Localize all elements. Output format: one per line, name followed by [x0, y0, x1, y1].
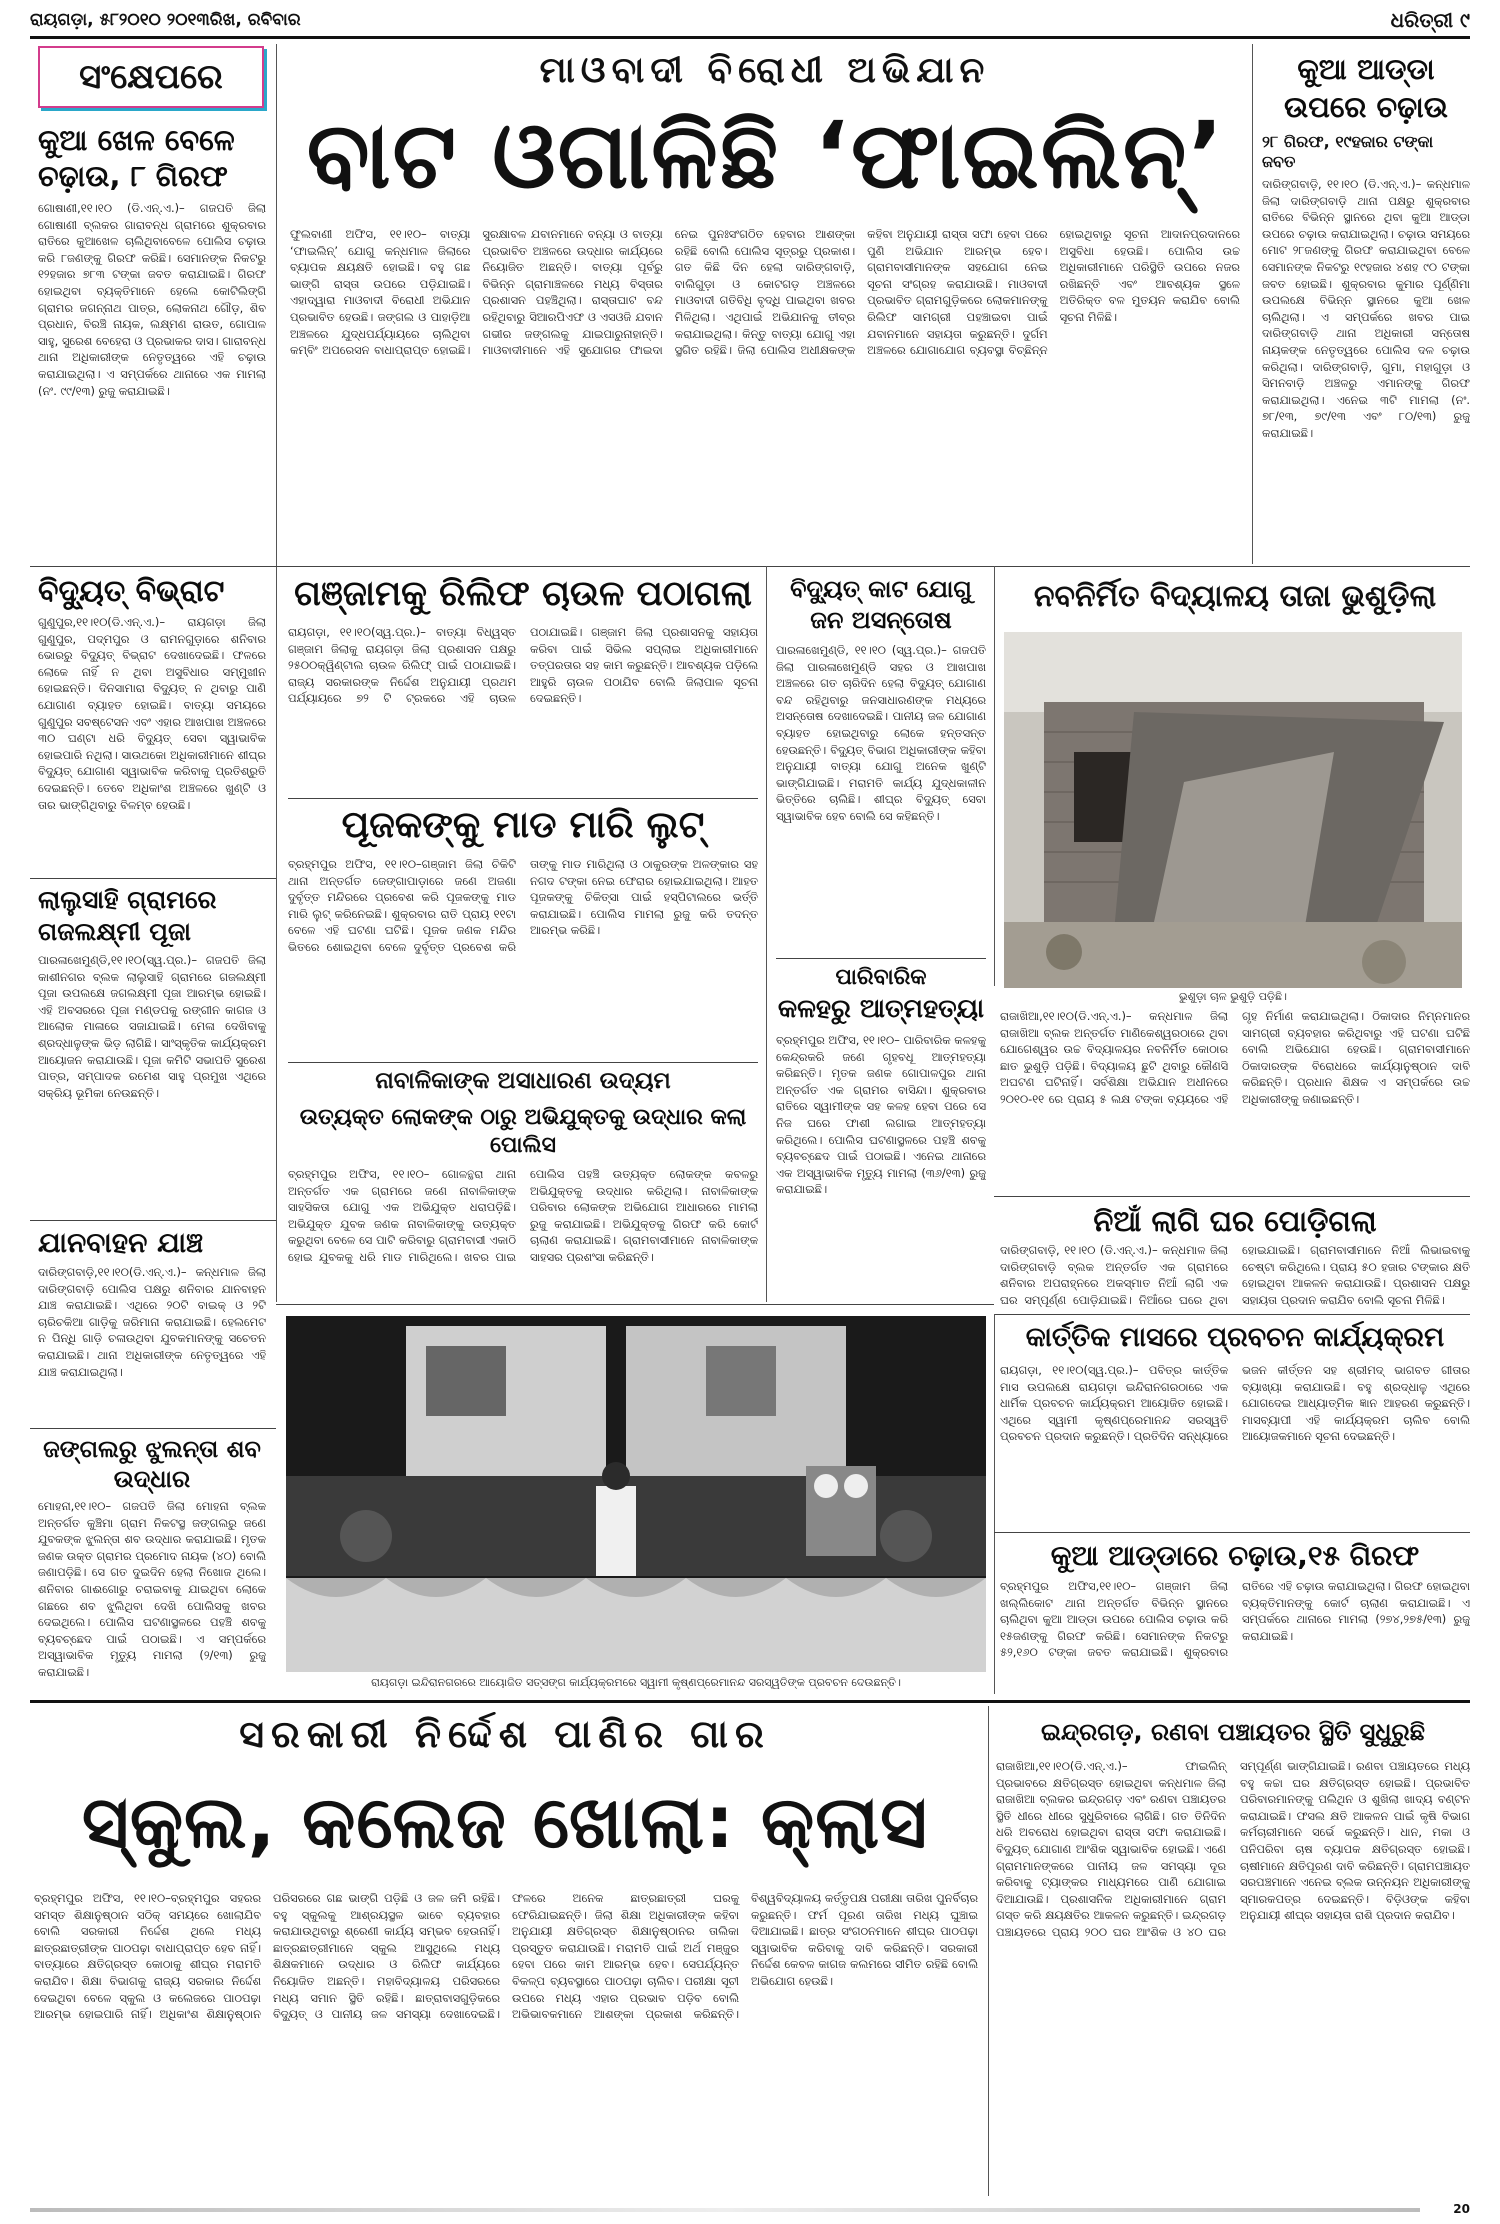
story-body: ବ୍ରହ୍ମପୁର ଅଫିସ, ୧୧।୧୦–ଗଞ୍ଜାମ ଜିଲା ଚିକିଟି ଥାନା ଅନ୍ତର୍ଗତ ଜେଙ୍ଗାପାଡ଼ାରେ ଜଣେ ଅଜଣା ଦୁର୍ବୃତ୍ତ ମନ୍ଦିରରେ ପ୍ରବେଶ କରି ପୂଜକଙ୍କୁ ମାଡ ମାରି ଲୁଟ୍ କରିନେଇଛି। ଶୁକ୍ରବାର ରାତି ପ୍ରାୟ ୧୧ଟା ବେଳେ ଏହି ଘଟଣା ଘଟିଛି। ପୂଜକ ଜଣକ ମନ୍ଦିର ଭିତରେ ଶୋଇଥିବା ବେଳେ ଦୁର୍ବୃତ୍ତ ପ୍ରବେଶ କରି ତାଙ୍କୁ ମାଡ ମାରିଥିଲା ଓ ଠାକୁରଙ୍କ ଅଳଙ୍କାର ସହ ନଗଦ ଟଙ୍କା ନେଇ ଫେରାର ହୋଇଯାଇଥିଲା। ଆହତ ପୂଜକଙ୍କୁ ଚିକିତ୍ସା ପାଇଁ ହସ୍ପିଟାଲରେ ଭର୍ତ୍ତି କରାଯାଇଛି। ପୋଲିସ ମାମଲା ରୁଜୁ କରି ତଦନ୍ତ ଆରମ୍ଭ କରିଛି।: [288, 857, 758, 954]
story-headline: ଉତ୍ୟକ୍ତ ଲୋକଙ୍କ ଠାରୁ ଅଭିଯୁକ୍ତକୁ ଉଦ୍ଧାର କଲା ପୋଲିସ: [299, 1105, 747, 1158]
story-headline: ଗଞ୍ଜାମକୁ ରିଲିଫ ଚାଉଳ ପଠାଗଲା: [294, 574, 752, 614]
brief-title: ଲାଲୁସାହି ଗ୍ରାମରେ ଗଜଲକ୍ଷ୍ମୀ ପୂଜା: [38, 885, 217, 946]
brief-title: ଜଙ୍ଗଲରୁ ଝୁଲନ୍ତା ଶବ ଉଦ୍ଧାର: [43, 1435, 261, 1493]
brief-card-body-found: [38, 1434, 266, 1696]
story-headline: ପୂଜକଙ୍କୁ ମାଡ ମାରି ଲୁଟ୍: [341, 803, 705, 846]
brief-title: ଯାନବାହନ ଯାଞ୍ଚ: [38, 1226, 204, 1259]
section-label: ସଂକ୍ଷେପରେ: [79, 57, 223, 97]
story-girl-kicker: ନାବାଳିକାଙ୍କ ଅସାଧାରଣ ଉଦ୍ୟମ: [375, 1068, 671, 1094]
story-body: ପାରଳାଖେମୁଣ୍ଡି, ୧୧।୧୦ (ସ୍ୱ.ପ୍ର.)– ଗଜପତି ଜିଲା ପାରଳାଖେମୁଣ୍ଡି ସହର ଓ ଆଖପାଖ ଅଞ୍ଚଳରେ ଗତ ଚାରିଦିନ ହେଲା ବିଦ୍ୟୁତ୍ ଯୋଗାଣ ବନ୍ଦ ରହିଥିବାରୁ ଜନସାଧାରଣଙ୍କ ମଧ୍ୟରେ ଅସନ୍ତୋଷ ଦେଖାଦେଇଛି। ପାନୀୟ ଜଳ ଯୋଗାଣ ବ୍ୟାହତ ହୋଇଥିବାରୁ ଲୋକେ ହନ୍ତସନ୍ତ ହେଉଛନ୍ତି। ବିଦ୍ୟୁତ୍ ବିଭାଗ ଅଧିକାରୀଙ୍କ କହିବା ଅନୁଯାୟୀ ବାତ୍ୟା ଯୋଗୁ ଅନେକ ଖୁଣ୍ଟି ଭାଙ୍ଗିଯାଇଛି। ମରାମତି କାର୍ଯ୍ୟ ଯୁଦ୍ଧକାଳୀନ ଭିତ୍ତିରେ ଚାଲିଛି। ଶୀଘ୍ର ବିଦ୍ୟୁତ୍ ସେବା ସ୍ୱାଭାବିକ ହେବ ବୋଲି ସେ କହିଛନ୍ତି।: [776, 643, 986, 823]
brief-title: କୁଆ ଆଡ୍ଡା ଉପରେ ଚଢ଼ାଉ: [1284, 52, 1448, 124]
masthead: [30, 8, 1470, 34]
story-sermon: [1000, 1320, 1470, 1528]
story-headline: ବିଦ୍ୟୁତ୍ କାଟ ଯୋଗୁ ଜନ ଅସନ୍ତୋଷ: [790, 575, 972, 634]
story-relief: [288, 572, 758, 794]
footer-bar: [30, 2202, 1470, 2218]
brief-body: ଦାରିଙ୍ଗବାଡ଼ି, ୧୧।୧୦ (ଡି.ଏନ୍.ଏ.)– କନ୍ଧମାଳ ଜିଲା ଦାରିଙ୍ଗବାଡ଼ି ଥାନା ପକ୍ଷରୁ ଶୁକ୍ରବାର ରାତିରେ ବିଭିନ୍ନ ସ୍ଥାନରେ ଥିବା କୁଆ ଆଡ୍ଡା ଉପରେ ଚଢ଼ାଉ କରାଯାଇଥିଲା। ଚଢ଼ାଉ ସମୟରେ ମୋଟ ୨୮ଜଣଙ୍କୁ ଗିରଫ କରାଯାଇଥିବା ବେଳେ ସେମାନଙ୍କ ନିକଟରୁ ୧୯ହଜାର ୪ଶହ ୯୦ ଟଙ୍କା ଜବତ ହୋଇଛି। ଶୁକ୍ରବାର କୁମାର ପୂର୍ଣ୍ଣିମା ଉପଲକ୍ଷେ ବିଭିନ୍ନ ସ୍ଥାନରେ କୁଆ ଖେଳ ଚାଲିଥିଲା। ଏ ସମ୍ପର୍କରେ ଖବର ପାଇ ଦାରିଙ୍ଗବାଡ଼ି ଥାନା ଅଧିକାରୀ ସନ୍ତୋଷ ନାୟକଙ୍କ ନେତୃତ୍ୱରେ ପୋଲିସ ଦଳ ଚଢ଼ାଉ କରିଥିଲା। ଦାରିଙ୍ଗବାଡ଼ି, ଗୁମା, ମହାଗୁଡ଼ା ଓ ସିମନବାଡ଼ି ଅଞ୍ଚଳରୁ ଏମାନଙ୍କୁ ଗିରଫ କରାଯାଇଥିଲା। ଏନେଇ ୩ଟି ମାମଲା (ନଂ. ୭୮/୧୩, ୭୯/୧୩ ଏବଂ ୮୦/୧୩) ରୁଜୁ କରାଯାଇଛି।: [1262, 177, 1470, 440]
brief-body: ପାରଳାଖେମୁଣ୍ଡି,୧୧।୧୦(ସ୍ୱ.ପ୍ର.)– ଗଜପତି ଜିଲା କାଶୀନଗର ବ୍ଲକ ଲାଲୁସାହି ଗ୍ରାମରେ ଗଜଲକ୍ଷ୍ମୀ ପୂଜା ଉପଲକ୍ଷେ ଜଗଲକ୍ଷ୍ମୀ ପୂଜା ଆରମ୍ଭ ହୋଇଛି। ଏହି ଅବସରରେ ପୂଜା ମଣ୍ଡପକୁ ରଙ୍ଗୀନ କାଗଜ ଓ ଆଲୋକ ମାଳାରେ ସଜାଯାଇଛି। ମେଳା ଦେଖିବାକୁ ଶ୍ରଦ୍ଧାଳୁଙ୍କ ଭିଡ଼ ଲାଗିଛି। ସାଂସ୍କୃତିକ କାର୍ଯ୍ୟକ୍ରମ ଆୟୋଜନ କରାଯାଉଛି। ପୂଜା କମିଟି ସଭାପତି ସୁରେଶ ପାତ୍ର, ସମ୍ପାଦକ ରମେଶ ସାହୁ ପ୍ରମୁଖ ଏଥିରେ ସକ୍ରିୟ ଭୂମିକା ନେଉଛନ୍ତି।: [38, 953, 266, 1100]
story-body: ବ୍ରହ୍ମପୁର ଅଫିସ, ୧୧।୧୦– ଗୋଳନ୍ଥରା ଥାନା ଅନ୍ତର୍ଗତ ଏକ ଗ୍ରାମରେ ଜଣେ ନାବାଳିକାଙ୍କ ସାହସିକତା ଯୋଗୁ ଏକ ଅଭିଯୁକ୍ତ ଧରାପଡ଼ିଛି। ଅଭିଯୁକ୍ତ ଯୁବକ ଜଣକ ନାବାଳିକାଙ୍କୁ ଉତ୍ୟକ୍ତ କରୁଥିବା ବେଳେ ସେ ପାଟି କରିବାରୁ ଗ୍ରାମବାସୀ ଏକାଠି ହୋଇ ଯୁବକକୁ ଧରି ମାଡ ମାରିଥିଲେ। ଖବର ପାଇ ପୋଲିସ ପହଞ୍ଚି ଉତ୍ୟକ୍ତ ଲୋକଙ୍କ କବଳରୁ ଅଭିଯୁକ୍ତକୁ ଉଦ୍ଧାର କରିଥିଲା। ନାବାଳିକାଙ୍କ ପରିବାର ଲୋକଙ୍କ ଅଭିଯୋଗ ଆଧାରରେ ମାମଲା ରୁଜୁ କରାଯାଇଛି। ଅଭିଯୁକ୍ତକୁ ଗିରଫ କରି କୋର୍ଟ ଚାଲାଣ କରାଯାଇଛି। ଗ୍ରାମବାସୀମାନେ ନାବାଳିକାଙ୍କ ସାହସର ପ୍ରଶଂସା କରିଛନ୍ତି।: [288, 1167, 758, 1264]
story-body: ବ୍ରହ୍ମପୁର ଅଫିସ,୧୧।୧୦– ଗଞ୍ଜାମ ଜିଲା ଖଲ୍ଲିକୋଟ ଥାନା ଅନ୍ତର୍ଗତ ବିଭିନ୍ନ ସ୍ଥାନରେ ଚାଲିଥିବା କୁଆ ଆଡ୍ଡା ଉପରେ ପୋଲିସ ଚଢ଼ାଉ କରି ୧୫ଜଣଙ୍କୁ ଗିରଫ କରିଛି। ସେମାନଙ୍କ ନିକଟରୁ ୫୨,୧୬୦ ଟଙ୍କା ଜବତ କରାଯାଇଛି। ଶୁକ୍ରବାର ରାତିରେ ଏହି ଚଢ଼ାଉ କରାଯାଇଥିଲା। ଗିରଫ ହୋଇଥିବା ବ୍ୟକ୍ତିମାନଙ୍କୁ କୋର୍ଟ ଚାଲାଣ କରାଯାଇଛି। ଏ ସମ୍ପର୍କରେ ଥାନାରେ ମାମଲା (୨୭୪,୨୭୫/୧୩) ରୁଜୁ କରାଯାଇଛି।: [1000, 1579, 1470, 1660]
brief-body: ଗୁଣୁପୁର,୧୧।୧୦(ଡି.ଏନ୍.ଏ.)– ରାୟଗଡ଼ା ଜିଲା ଗୁଣୁପୁର, ପଦ୍ମପୁର ଓ ରାମନଗୁଡ଼ାରେ ଶନିବାର ଭୋରରୁ ବିଦ୍ୟୁତ୍ ବିଭ୍ରାଟ ଦେଖାଦେଇଛି। ଫଳରେ ଲୋକେ ନାହିଁ ନ ଥିବା ଅସୁବିଧାର ସମ୍ମୁଖୀନ ହୋଇଛନ୍ତି। ଦିନସାମାରା ବିଦ୍ୟୁତ୍ ନ ଥିବାରୁ ପାଣି ଯୋଗାଣ ବ୍ୟାହତ ହୋଇଛି। ବାତ୍ୟା ସମୟରେ ଗୁଣୁପୁର ସବଷ୍ଟେସନ ଏବଂ ଏହାର ଆଖପାଖ ଅଞ୍ଚଳରେ ୩୦ ଘଣ୍ଟା ଧରି ବିଦ୍ୟୁତ୍ ସେବା ସ୍ୱାଭାବିକ ହୋଇପାରି ନଥିଲା। ସାଉଥକୋ ଅଧିକାରୀମାନେ ଶୀଘ୍ର ବିଦ୍ୟୁତ୍ ଯୋଗାଣ ସ୍ୱାଭାବିକ କରିବାକୁ ପ୍ରତିଶ୍ରୁତି ଦେଇଛନ୍ତି। ତେବେ ଅଧିକାଂଶ ଅଞ୍ଚଳରେ ଖୁଣ୍ଟି ଓ ତାର ଭାଙ୍ଗିଥିବାରୁ ବିଳମ୍ବ ହେଉଛି।: [38, 615, 266, 812]
bottom-story-body: ବ୍ରହ୍ମପୁର ଅଫିସ, ୧୧।୧୦–ବ୍ରହ୍ମପୁର ସହରର ସମସ୍ତ ଶିକ୍ଷାନୁଷ୍ଠାନ ସଠିକ୍ ସମୟରେ ଖୋଲାଯିବ ବୋଲି ସରକାରୀ ନିର୍ଦ୍ଦେଶ ଥିଲେ ମଧ୍ୟ ଛାତ୍ରଛାତ୍ରୀଙ୍କ ପାଠପଢ଼ା ବାଧାପ୍ରାପ୍ତ ହେବ ନାହିଁ। ବାତ୍ୟାରେ କ୍ଷତିଗ୍ରସ୍ତ କୋଠାକୁ ଶୀଘ୍ର ମରାମତି କରାଯିବ। ଶିକ୍ଷା ବିଭାଗକୁ ରାଜ୍ୟ ସରକାର ନିର୍ଦ୍ଦେଶ ଦେଇଥିବା ବେଳେ ସ୍କୁଲ ଓ କଲେଜରେ ପାଠପଢ଼ା ଆରମ୍ଭ ହୋଇପାରି ନାହିଁ। ଅଧିକାଂଶ ଶିକ୍ଷାନୁଷ୍ଠାନ ପରିସରରେ ଗଛ ଭାଙ୍ଗି ପଡ଼ିଛି ଓ ଜଳ ଜମି ରହିଛି। ବହୁ ସ୍କୁଲକୁ ଆଶ୍ରୟସ୍ଥଳ ଭାବେ ବ୍ୟବହାର କରାଯାଉଥିବାରୁ ଶ୍ରେଣୀ କାର୍ଯ୍ୟ ସମ୍ଭବ ହେଉନାହିଁ। ଛାତ୍ରଛାତ୍ରୀମାନେ ସ୍କୁଲ ଆସୁଥିଲେ ମଧ୍ୟ ଶିକ୍ଷକମାନେ ଉଦ୍ଧାର ଓ ରିଲିଫ କାର୍ଯ୍ୟରେ ନିୟୋଜିତ ଅଛନ୍ତି। ମହାବିଦ୍ୟାଳୟ ପରିସରରେ ମଧ୍ୟ ସମାନ ସ୍ଥିତି ରହିଛି। ଛାତ୍ରାବାସଗୁଡ଼ିକରେ ବିଦ୍ୟୁତ୍ ଓ ପାନୀୟ ଜଳ ସମସ୍ୟା ଦେଖାଦେଇଛି। ଫଳରେ ଅନେକ ଛାତ୍ରଛାତ୍ରୀ ଘରକୁ ଫେରିଯାଇଛନ୍ତି। ଜିଲା ଶିକ୍ଷା ଅଧିକାରୀଙ୍କ କହିବା ଅନୁଯାୟୀ କ୍ଷତିଗ୍ରସ୍ତ ଶିକ୍ଷାନୁଷ୍ଠାନର ତାଲିକା ପ୍ରସ୍ତୁତ କରାଯାଉଛି। ମରାମତି ପାଇଁ ଅର୍ଥ ମଞ୍ଜୁର ହେବା ପରେ କାମ ଆରମ୍ଭ ହେବ। ସେପର୍ଯ୍ୟନ୍ତ ବିକଳ୍ପ ବ୍ୟବସ୍ଥାରେ ପାଠପଢ଼ା ଚାଲିବ। ପରୀକ୍ଷା ସୂଚୀ ଉପରେ ମଧ୍ୟ ଏହାର ପ୍ରଭାବ ପଡ଼ିବ ବୋଲି ଅଭିଭାବକମାନେ ଆଶଙ୍କା ପ୍ରକାଶ କରିଛନ୍ତି। ବିଶ୍ୱବିଦ୍ୟାଳୟ କର୍ତ୍ତୃପକ୍ଷ ପରୀକ୍ଷା ତାରିଖ ପୁନର୍ବିଚାର କରୁଛନ୍ତି। ଫର୍ମ ପୂରଣ ତାରିଖ ମଧ୍ୟ ଘୁଞ୍ଚାଇ ଦିଆଯାଇଛି। ଛାତ୍ର ସଂଗଠନମାନେ ଶୀଘ୍ର ପାଠପଢ଼ା ସ୍ୱାଭାବିକ କରିବାକୁ ଦାବି କରିଛନ୍ତି। ସରକାରୀ ନିର୍ଦ୍ଦେଶ କେବଳ କାଗଜ କଲମରେ ସୀମିତ ରହିଛି ବୋଲି ଅଭିଯୋଗ ହେଉଛି।: [34, 1891, 978, 2022]
brief-body: ଦାରିଙ୍ଗବାଡ଼ି,୧୧।୧୦(ଡି.ଏନ୍.ଏ.)– କନ୍ଧମାଳ ଜିଲା ଦାରିଙ୍ଗବାଡ଼ି ପୋଲିସ ପକ୍ଷରୁ ଶନିବାର ଯାନବାହନ ଯାଞ୍ଚ କରାଯାଇଛି। ଏଥିରେ ୨୦ଟି ବାଇକ୍ ଓ ୨ଟି ଚାରିଚକିଆ ଗାଡ଼ିକୁ ଜରିମାନା କରାଯାଇଛି। ହେଲମେଟ ନ ପିନ୍ଧି ଗାଡ଼ି ଚଳାଉଥିବା ଯୁବକମାନଙ୍କୁ ସଚେତନ କରାଯାଇଛି। ଥାନା ଅଧିକାରୀଙ୍କ ନେତୃତ୍ୱରେ ଏହି ଯାଞ୍ଚ କରାଯାଇଥିଲା।: [38, 1265, 266, 1379]
brief-card-puja: [38, 884, 266, 1214]
story-body: ରାୟଗଡ଼ା, ୧୧।୧୦(ସ୍ୱ.ପ୍ର.)– ପବିତ୍ର କାର୍ତ୍ତିକ ମାସ ଉପଲକ୍ଷେ ରାୟଗଡ଼ା ଇନ୍ଦିରାନଗରଠାରେ ଏକ ଧାର୍ମିକ ପ୍ରବଚନ କାର୍ଯ୍ୟକ୍ରମ ଆୟୋଜିତ ହୋଇଛି। ଏଥିରେ ସ୍ୱାମୀ କୃଷ୍ଣପ୍ରେମାନନ୍ଦ ସରସ୍ୱତି ପ୍ରବଚନ ପ୍ରଦାନ କରୁଛନ୍ତି। ପ୍ରତିଦିନ ସନ୍ଧ୍ୟାରେ ଭଜନ କୀର୍ତ୍ତନ ସହ ଶ୍ରୀମଦ୍ ଭାଗବତ ଗୀତାର ବ୍ୟାଖ୍ୟା କରାଯାଉଛି। ବହୁ ଶ୍ରଦ୍ଧାଳୁ ଏଥିରେ ଯୋଗଦେଇ ଆଧ୍ୟାତ୍ମିକ ଜ୍ଞାନ ଆହରଣ କରୁଛନ୍ତି। ମାସବ୍ୟାପୀ ଏହି କାର୍ଯ୍ୟକ୍ରମ ଚାଲିବ ବୋଲି ଆୟୋଜକମାନେ ସୂଚନା ଦେଇଛନ୍ତି।: [1000, 1363, 1470, 1444]
story-headline: କୁଆ ଆଡ୍ଡାରେ ଚଢ଼ାଉ,୧୫ ଗିରଫ: [1050, 1539, 1420, 1572]
top-kicker: ମାଓବାଦୀ ବିରୋଧୀ ଅଭିଯାନ: [539, 50, 991, 91]
section-label-box: [38, 46, 264, 108]
brief-title: କୁଆ ଖେଳ ବେଳେ ଚଢ଼ାଉ, ୮ ଗିରଫ: [38, 123, 235, 193]
footer-page-mark: 20: [1453, 2202, 1470, 2216]
brief-card-power: [38, 574, 266, 874]
bottom-kicker: ସରକାରୀ ନିର୍ଦ୍ଦେଶ ପାଣିର ଗାର: [239, 1712, 771, 1756]
page-number: ୯: [1460, 8, 1470, 32]
story-body: ଦାରିଙ୍ଗବାଡ଼ି, ୧୧।୧୦ (ଡି.ଏନ୍.ଏ.)– କନ୍ଧମାଳ ଜିଲା ଦାରିଙ୍ଗବାଡ଼ି ବ୍ଲକ ଅନ୍ତର୍ଗତ ଏକ ଗ୍ରାମରେ ଶନିବାର ଅପରାହ୍ନରେ ଅକସ୍ମାତ ନିଆଁ ଲାଗି ଏକ ଘର ସମ୍ପୂର୍ଣ୍ଣ ପୋଡ଼ିଯାଇଛି। ନିଆଁରେ ଘରେ ଥିବା ହୋଇଯାଇଛି। ଗ୍ରାମବାସୀମାନେ ନିଆଁ ଲିଭାଇବାକୁ ଚେଷ୍ଟା କରିଥିଲେ। ପ୍ରାୟ ୫୦ ହଜାର ଟଙ୍କାର କ୍ଷତି ହୋଇଥିବା ଆକଳନ କରାଯାଉଛି। ପ୍ରଶାସନ ପକ୍ଷରୁ ସହାୟତା ପ୍ରଦାନ କରାଯିବ ବୋଲି ସୂଚନା ମିଳିଛି।: [1000, 1243, 1470, 1307]
story-kicker: ପାରିବାରିକ: [835, 965, 927, 990]
photo-caption: ଭୁଶୁଡ଼ା ଚାଳ ଭୁଶୁଡ଼ି ପଡ଼ିଛି।: [1179, 990, 1287, 1003]
brief-card-vehicle: [38, 1226, 266, 1422]
brief-body: ଗୋଷାଣୀ,୧୧।୧୦ (ଡି.ଏନ୍.ଏ.)– ଗଜପତି ଜିଲା ଗୋଷାଣୀ ବ୍ଲକର ଗାରାବନ୍ଧ ଗ୍ରାମରେ ଶୁକ୍ରବାର ରାତିରେ କୁଆଖେଳ ଚାଲିଥିବାବେଳେ ପୋଲିସ ଚଢ଼ାଉ କରି ୮ଜଣଙ୍କୁ ଗିରଫ କରିଛି। ସେମାନଙ୍କ ନିକଟରୁ ୧୨ହଜାର ୭୮୩ ଟଙ୍କା ଜବତ କରାଯାଇଛି। ଗିରଫ ହୋଇଥିବା ବ୍ୟକ୍ତିମାନେ ହେଲେ କୋଟିଲିଙ୍ଗି ଗ୍ରାମର ଜଗନ୍ନାଥ ପାତ୍ର, ଲୋକନାଥ ଗୌଡ଼, ଶିବ ପ୍ରଧାନ, ବିରଞ୍ଚି ନାୟକ, ଲକ୍ଷ୍ମଣ ରାଉତ, ଗୋପାଳ ସାହୁ, ସୁରେଶ ବେହେରା ଓ ପ୍ରଭାକର ଦାସ। ଗାରାବନ୍ଧ ଥାନା ଅଧିକାରୀଙ୍କ ନେତୃତ୍ୱରେ ଏହି ଚଢ଼ାଉ କରାଯାଇଥିଲା। ଏ ସମ୍ପର୍କରେ ଥାନାରେ ଏକ ମାମଲା (ନଂ. ୯୯/୧୩) ରୁଜୁ କରାଯାଇଛି।: [38, 201, 266, 398]
story-headline: କଳହରୁ ଆତ୍ମହତ୍ୟା: [777, 994, 985, 1024]
story-power: [776, 574, 986, 954]
story-body: ବ୍ରହ୍ମପୁର ଅଫିସ, ୧୧।୧୦– ପାରିବାରିକ କଳହକୁ କେନ୍ଦ୍ରକରି ଜଣେ ଗୃହବଧୂ ଆତ୍ମହତ୍ୟା କରିଛନ୍ତି। ମୃତକ ଜଣକ ଗୋପାଳପୁର ଥାନା ଅନ୍ତର୍ଗତ ଏକ ଗ୍ରାମର ବାସିନ୍ଦା। ଶୁକ୍ରବାର ରାତିରେ ସ୍ୱାମୀଙ୍କ ସହ କଳହ ହେବା ପରେ ସେ ନିଜ ଘରେ ଫାଶୀ ଲଗାଇ ଆତ୍ମହତ୍ୟା କରିଥିଲେ। ପୋଲିସ ଘଟଣାସ୍ଥଳରେ ପହଞ୍ଚି ଶବକୁ ବ୍ୟବଚ୍ଛେଦ ପାଇଁ ପଠାଇଛି। ଏନେଇ ଥାନାରେ ଏକ ଅସ୍ୱାଭାବିକ ମୃତ୍ୟୁ ମାମଲା (୩୬/୧୩) ରୁଜୁ କରାଯାଇଛି।: [776, 1033, 986, 1197]
brief-card-game: [38, 122, 266, 562]
dateline: ରାୟଗଡ଼ା, ୫୮୨୦୧୦ ୨୦୧୩ରିଖ, ରବିବାର: [30, 10, 301, 30]
story-school-body: ରାଜାଖିଆ,୧୧।୧୦(ଡି.ଏନ୍.ଏ.)– କନ୍ଧମାଳ ଜିଲା ରାଜାଖିଆ ବ୍ଲକ ଅନ୍ତର୍ଗତ ମାଣିକେଶ୍ୱରଠାରେ ଥିବା ଯୋଗେଶ୍ୱର ଉଚ୍ଚ ବିଦ୍ୟାଳୟର ନବନିର୍ମିତ କୋଠାର ଛାତ ଭୁଶୁଡ଼ି ପଡ଼ିଛି। ବିଦ୍ୟାଳୟ ଛୁଟି ଥିବାରୁ କୌଣସି ଅଘଟଣ ଘଟିନାହିଁ। ସର୍ବଶିକ୍ଷା ଅଭିଯାନ ଅଧୀନରେ ୨୦୧୦-୧୧ ରେ ପ୍ରାୟ ୫ ଲକ୍ଷ ଟଙ୍କା ବ୍ୟୟରେ ଏହି ଗୃହ ନିର୍ମାଣ କରାଯାଇଥିଲା। ଠିକାଦାର ନିମ୍ନମାନର ସାମଗ୍ରୀ ବ୍ୟବହାର କରିଥିବାରୁ ଏହି ଘଟଣା ଘଟିଛି ବୋଲି ଅଭିଯୋଗ ହେଉଛି। ଗ୍ରାମବାସୀମାନେ ଠିକାଦାରଙ୍କ ବିରୋଧରେ କାର୍ଯ୍ୟାନୁଷ୍ଠାନ ଦାବି କରିଛନ୍ତି। ପ୍ରଧାନ ଶିକ୍ଷକ ଏ ସମ୍ପର୍କରେ ଉଚ୍ଚ ଅଧିକାରୀଙ୍କୁ ଜଣାଇଛନ୍ତି।: [1000, 1009, 1470, 1106]
brief-subtitle: ୨୮ ଗିରଫ, ୧୯ହଜାର ଟଙ୍କା ଜବତ: [1262, 132, 1434, 171]
top-headline: ବାଟ ଓଗାଳିଛି ‘ଫାଇଲିନ୍’: [306, 102, 1226, 209]
story-girl: [288, 1104, 758, 1300]
story-headline: ନିଆଁ ଲାଗି ଘର ପୋଡ଼ିଗଲା: [1093, 1204, 1377, 1238]
story-raid2: [1000, 1538, 1470, 1694]
brief-card-raid: [1262, 50, 1470, 562]
story-headline: କାର୍ତ୍ତିକ ମାସରେ ପ୍ରବଚନ କାର୍ଯ୍ୟକ୍ରମ: [1025, 1322, 1445, 1353]
brief-body: ମୋହନା,୧୧।୧୦– ଗଜପତି ଜିଲା ମୋହନା ବ୍ଲକ ଅନ୍ତର୍ଗତ କୁଞ୍ଚିମା ଗ୍ରାମ ନିକଟସ୍ଥ ଜଙ୍ଗଲରୁ ଜଣେ ଯୁବକଙ୍କ ଝୁଲନ୍ତା ଶବ ଉଦ୍ଧାର କରାଯାଇଛି। ମୃତକ ଜଣକ ଉକ୍ତ ଗ୍ରାମର ପ୍ରମୋଦ ନାୟକ (୪୦) ବୋଲି ଜଣାପଡ଼ିଛି। ସେ ଗତ ଦୁଇଦିନ ହେଲା ନିଖୋଜ ଥିଲେ। ଶନିବାର ଗାଈଗୋରୁ ଚରାଇବାକୁ ଯାଇଥିବା ଲୋକେ ଗଛରେ ଶବ ଝୁଲିଥିବା ଦେଖି ପୋଲିସକୁ ଖବର ଦେଇଥିଲେ। ପୋଲିସ ଘଟଣାସ୍ଥଳରେ ପହଞ୍ଚି ଶବକୁ ବ୍ୟବଚ୍ଛେଦ ପାଇଁ ପଠାଇଛି। ଏ ସମ୍ପର୍କରେ ଅସ୍ୱାଭାବିକ ମୃତ୍ୟୁ ମାମଲା (୨/୧୩) ରୁଜୁ କରାଯାଇଛି।: [38, 1499, 266, 1679]
bottom-headline: ସ୍କୁଲ, କଲେଜ ଖୋଲା: କ୍ଲାସ: [81, 1780, 929, 1864]
event-photo-caption: ରାୟଗଡ଼ା ଇନ୍ଦିରାନଗରରେ ଆୟୋଜିତ ସତ୍ସଙ୍ଗ କାର୍ଯ୍ୟକ୍ରମରେ ସ୍ୱାମୀ କୃଷ୍ଣପ୍ରେମାନନ୍ଦ ସରସ୍ୱତିଙ୍କ ପ୍ରବଚନ ଦେଉଛନ୍ତି।: [371, 1676, 901, 1689]
story-priest: [288, 802, 758, 1058]
event-photo: [286, 1316, 986, 1672]
story-family: [776, 964, 986, 1300]
story-school-headline: ନବନିର୍ମିତ ବିଦ୍ୟାଳୟ ତାଜା ଭୁଶୁଡ଼ିଲା: [1033, 579, 1437, 614]
bottom-right-story: [996, 1712, 1470, 2196]
story-headline: ଇନ୍ଦ୍ରଗଡ଼, ରଣବା ପଞ୍ଚାୟତର ସ୍ଥିତି ସୁଧୁରୁଛି: [1041, 1718, 1425, 1746]
story-body: ରାୟଗଡ଼ା, ୧୧।୧୦(ସ୍ୱ.ପ୍ର.)– ବାତ୍ୟା ବିଧ୍ୱସ୍ତ ଗଞ୍ଜାମ ଜିଲାକୁ ରାୟଗଡ଼ା ଜିଲା ପ୍ରଶାସନ ପକ୍ଷରୁ ୨୫୦୦କ୍ୱିଣ୍ଟାଲ ଚାଉଳ ରିଲିଫ୍ ପାଇଁ ପଠାଯାଇଛି। ରାଜ୍ୟ ସରକାରଙ୍କ ନିର୍ଦ୍ଦେଶ ଅନୁଯାୟୀ ପ୍ରଥମ ପର୍ଯ୍ୟାୟରେ ୭୨ ଟି ଟ୍ରକରେ ଏହି ଚାଉଳ ପଠାଯାଇଛି। ଗଞ୍ଜାମ ଜିଲା ପ୍ରଶାସନକୁ ସହାୟତା କରିବା ପାଇଁ ସିଭିଲ ସପ୍ଲାଇ ଅଧିକାରୀମାନେ ତତ୍ପରତାର ସହ କାମ କରୁଛନ୍ତି। ଆବଶ୍ୟକ ପଡ଼ିଲେ ଆହୁରି ଚାଉଳ ପଠାଯିବ ବୋଲି ଜିଲାପାଳ ସୂଚନା ଦେଇଛନ୍ତି।: [288, 625, 758, 706]
story-fire: [1000, 1202, 1470, 1310]
school-photo: [1004, 632, 1462, 988]
brief-title: ବିଦ୍ୟୁତ୍ ବିଭ୍ରାଟ: [38, 574, 225, 609]
top-story-body: ଫୁଲବାଣୀ ଅଫିସ, ୧୧।୧୦– ବାତ୍ୟା ‘ଫାଇଲିନ୍’ ଯୋଗୁ କନ୍ଧମାଳ ଜିଲାରେ ବ୍ୟାପକ କ୍ଷୟକ୍ଷତି ହୋଇଛି। ବହୁ ଗଛ ଭାଙ୍ଗି ରାସ୍ତା ଉପରେ ପଡ଼ିଯାଇଛି। ଏହାଦ୍ୱାରା ମାଓବାଦୀ ବିରୋଧୀ ଅଭିଯାନ ପ୍ରଭାବିତ ହେଉଛି। ଜଙ୍ଗଲ ଓ ପାହାଡ଼ିଆ ଅଞ୍ଚଳରେ ଯୁଦ୍ଧପର୍ଯ୍ୟାୟରେ ଚାଲିଥିବା କମ୍ବିଂ ଅପରେସନ ବାଧାପ୍ରାପ୍ତ ହୋଇଛି। ସୁରକ୍ଷାବଳ ଯବାନମାନେ ବନ୍ୟା ଓ ବାତ୍ୟା ପ୍ରଭାବିତ ଅଞ୍ଚଳରେ ଉଦ୍ଧାର କାର୍ଯ୍ୟରେ ନିୟୋଜିତ ଅଛନ୍ତି। ବାତ୍ୟା ପୂର୍ବରୁ ବିଭିନ୍ନ ଗ୍ରାମାଞ୍ଚଳରେ ମଧ୍ୟ ବିସ୍ତାର ପ୍ରଶାସନ ପହଞ୍ଚିଥିଲା। ରାସ୍ତାଘାଟ ବନ୍ଦ ରହିଥିବାରୁ ସିଆରପିଏଫ ଓ ଏସଓଜି ଯବାନ ଗଭୀର ଜଙ୍ଗଲକୁ ଯାଇପାରୁନାହାନ୍ତି। ମାଓବାଦୀମାନେ ଏହି ସୁଯୋଗର ଫାଇଦା ନେଇ ପୁନଃସଂଗଠିତ ହେବାର ଆଶଙ୍କା ରହିଛି ବୋଲି ପୋଲିସ ସୂତ୍ରରୁ ପ୍ରକାଶ। ଗତ କିଛି ଦିନ ହେଲା ଦାରିଙ୍ଗବାଡ଼ି, ବାଲିଗୁଡ଼ା ଓ କୋଟଗଡ଼ ଅଞ୍ଚଳରେ ମାଓବାଦୀ ଗତିବିଧି ବୃଦ୍ଧି ପାଇଥିବା ଖବର ମିଳିଥିଲା। ଏଥିପାଇଁ ଅଭିଯାନକୁ ତୀବ୍ର କରାଯାଇଥିଲା। କିନ୍ତୁ ବାତ୍ୟା ଯୋଗୁ ଏହା ସ୍ଥଗିତ ରହିଛି। ଜିଲା ପୋଲିସ ଅଧୀକ୍ଷକଙ୍କ କହିବା ଅନୁଯାୟୀ ରାସ୍ତା ସଫା ହେବା ପରେ ପୁଣି ଅଭିଯାନ ଆରମ୍ଭ ହେବ। ଗ୍ରାମବାସୀମାନଙ୍କ ସହଯୋଗ ନେଇ ସୂଚନା ସଂଗ୍ରହ କରାଯାଉଛି। ମାଓବାଦୀ ପ୍ରଭାବିତ ଗ୍ରାମଗୁଡ଼ିକରେ ଲୋକମାନଙ୍କୁ ରିଲିଫ ସାମଗ୍ରୀ ପହଞ୍ଚାଇବା ପାଇଁ ଯବାନମାନେ ସହାୟତା କରୁଛନ୍ତି। ଦୁର୍ଗମ ଅଞ୍ଚଳରେ ଯୋଗାଯୋଗ ବ୍ୟବସ୍ଥା ବିଚ୍ଛିନ୍ନ ହୋଇଥିବାରୁ ସୂଚନା ଆଦାନପ୍ରଦାନରେ ଅସୁବିଧା ହେଉଛି। ପୋଲିସ ଉଚ୍ଚ ଅଧିକାରୀମାନେ ପରିସ୍ଥିତି ଉପରେ ନଜର ରଖିଛନ୍ତି ଏବଂ ଆବଶ୍ୟକ ସ୍ଥଳେ ଅତିରିକ୍ତ ବଳ ମୁତୟନ କରାଯିବ ବୋଲି ସୂଚନା ମିଳିଛି।: [290, 227, 1240, 358]
story-body: ରାଜାଖିଆ,୧୧।୧୦(ଡି.ଏନ୍.ଏ.)– ଫାଇଲିନ୍ ପ୍ରଭାବରେ କ୍ଷତିଗ୍ରସ୍ତ ହୋଇଥିବା କନ୍ଧମାଳ ଜିଲା ରାଜାଖିଆ ବ୍ଲକର ଇନ୍ଦ୍ରଗଡ଼ ଏବଂ ରଣବା ପଞ୍ଚାୟତର ସ୍ଥିତି ଧୀରେ ଧୀରେ ସୁଧୁରିବାରେ ଲାଗିଛି। ଗତ ତିନିଦିନ ଧରି ଅବରୋଧ ହୋଇଥିବା ରାସ୍ତା ସଫା କରାଯାଇଛି। ବିଦ୍ୟୁତ୍ ଯୋଗାଣ ଆଂଶିକ ସ୍ୱାଭାବିକ ହୋଇଛି। ଏଣେ ଗ୍ରାମମାନଙ୍କରେ ପାନୀୟ ଜଳ ସମସ୍ୟା ଦୂର କରିବାକୁ ଟ୍ୟାଙ୍କର ମାଧ୍ୟମରେ ପାଣି ଯୋଗାଇ ଦିଆଯାଉଛି। ପ୍ରଶାସନିକ ଅଧିକାରୀମାନେ ଗ୍ରାମ ଗସ୍ତ କରି କ୍ଷୟକ୍ଷତିର ଆକଳନ କରୁଛନ୍ତି। ଇନ୍ଦ୍ରଗଡ଼ ପଞ୍ଚାୟତରେ ପ୍ରାୟ ୨୦୦ ଘର ଆଂଶିକ ଓ ୪୦ ଘର ସମ୍ପୂର୍ଣ୍ଣ ଭାଙ୍ଗିଯାଇଛି। ରଣବା ପଞ୍ଚାୟତରେ ମଧ୍ୟ ବହୁ କଚ୍ଚା ଘର କ୍ଷତିଗ୍ରସ୍ତ ହୋଇଛି। ପ୍ରଭାବିତ ପରିବାରମାନଙ୍କୁ ପଲିଥିନ ଓ ଶୁଖିଲା ଖାଦ୍ୟ ବଣ୍ଟନ କରାଯାଇଛି। ଫସଲ କ୍ଷତି ଆକଳନ ପାଇଁ କୃଷି ବିଭାଗ କର୍ମଚାରୀମାନେ ସର୍ଭେ କରୁଛନ୍ତି। ଧାନ, ମକା ଓ ପନିପରିବା ଚାଷ ବ୍ୟାପକ କ୍ଷତିଗ୍ରସ୍ତ ହୋଇଛି। ଚାଷୀମାନେ କ୍ଷତିପୂରଣ ଦାବି କରିଛନ୍ତି। ଗ୍ରାମପଞ୍ଚାୟତ ସରପଞ୍ଚମାନେ ଏନେଇ ବ୍ଲକ ଉନ୍ନୟନ ଅଧିକାରୀଙ୍କୁ ସ୍ମାରକପତ୍ର ଦେଇଛନ୍ତି। ବିଡ଼ିଓଙ୍କ କହିବା ଅନୁଯାୟୀ ଶୀଘ୍ର ସହାୟତା ରାଶି ପ୍ରଦାନ କରାଯିବ।: [996, 1759, 1470, 1939]
newspaper-name: ଧରିତ୍ରୀ: [1390, 8, 1454, 32]
